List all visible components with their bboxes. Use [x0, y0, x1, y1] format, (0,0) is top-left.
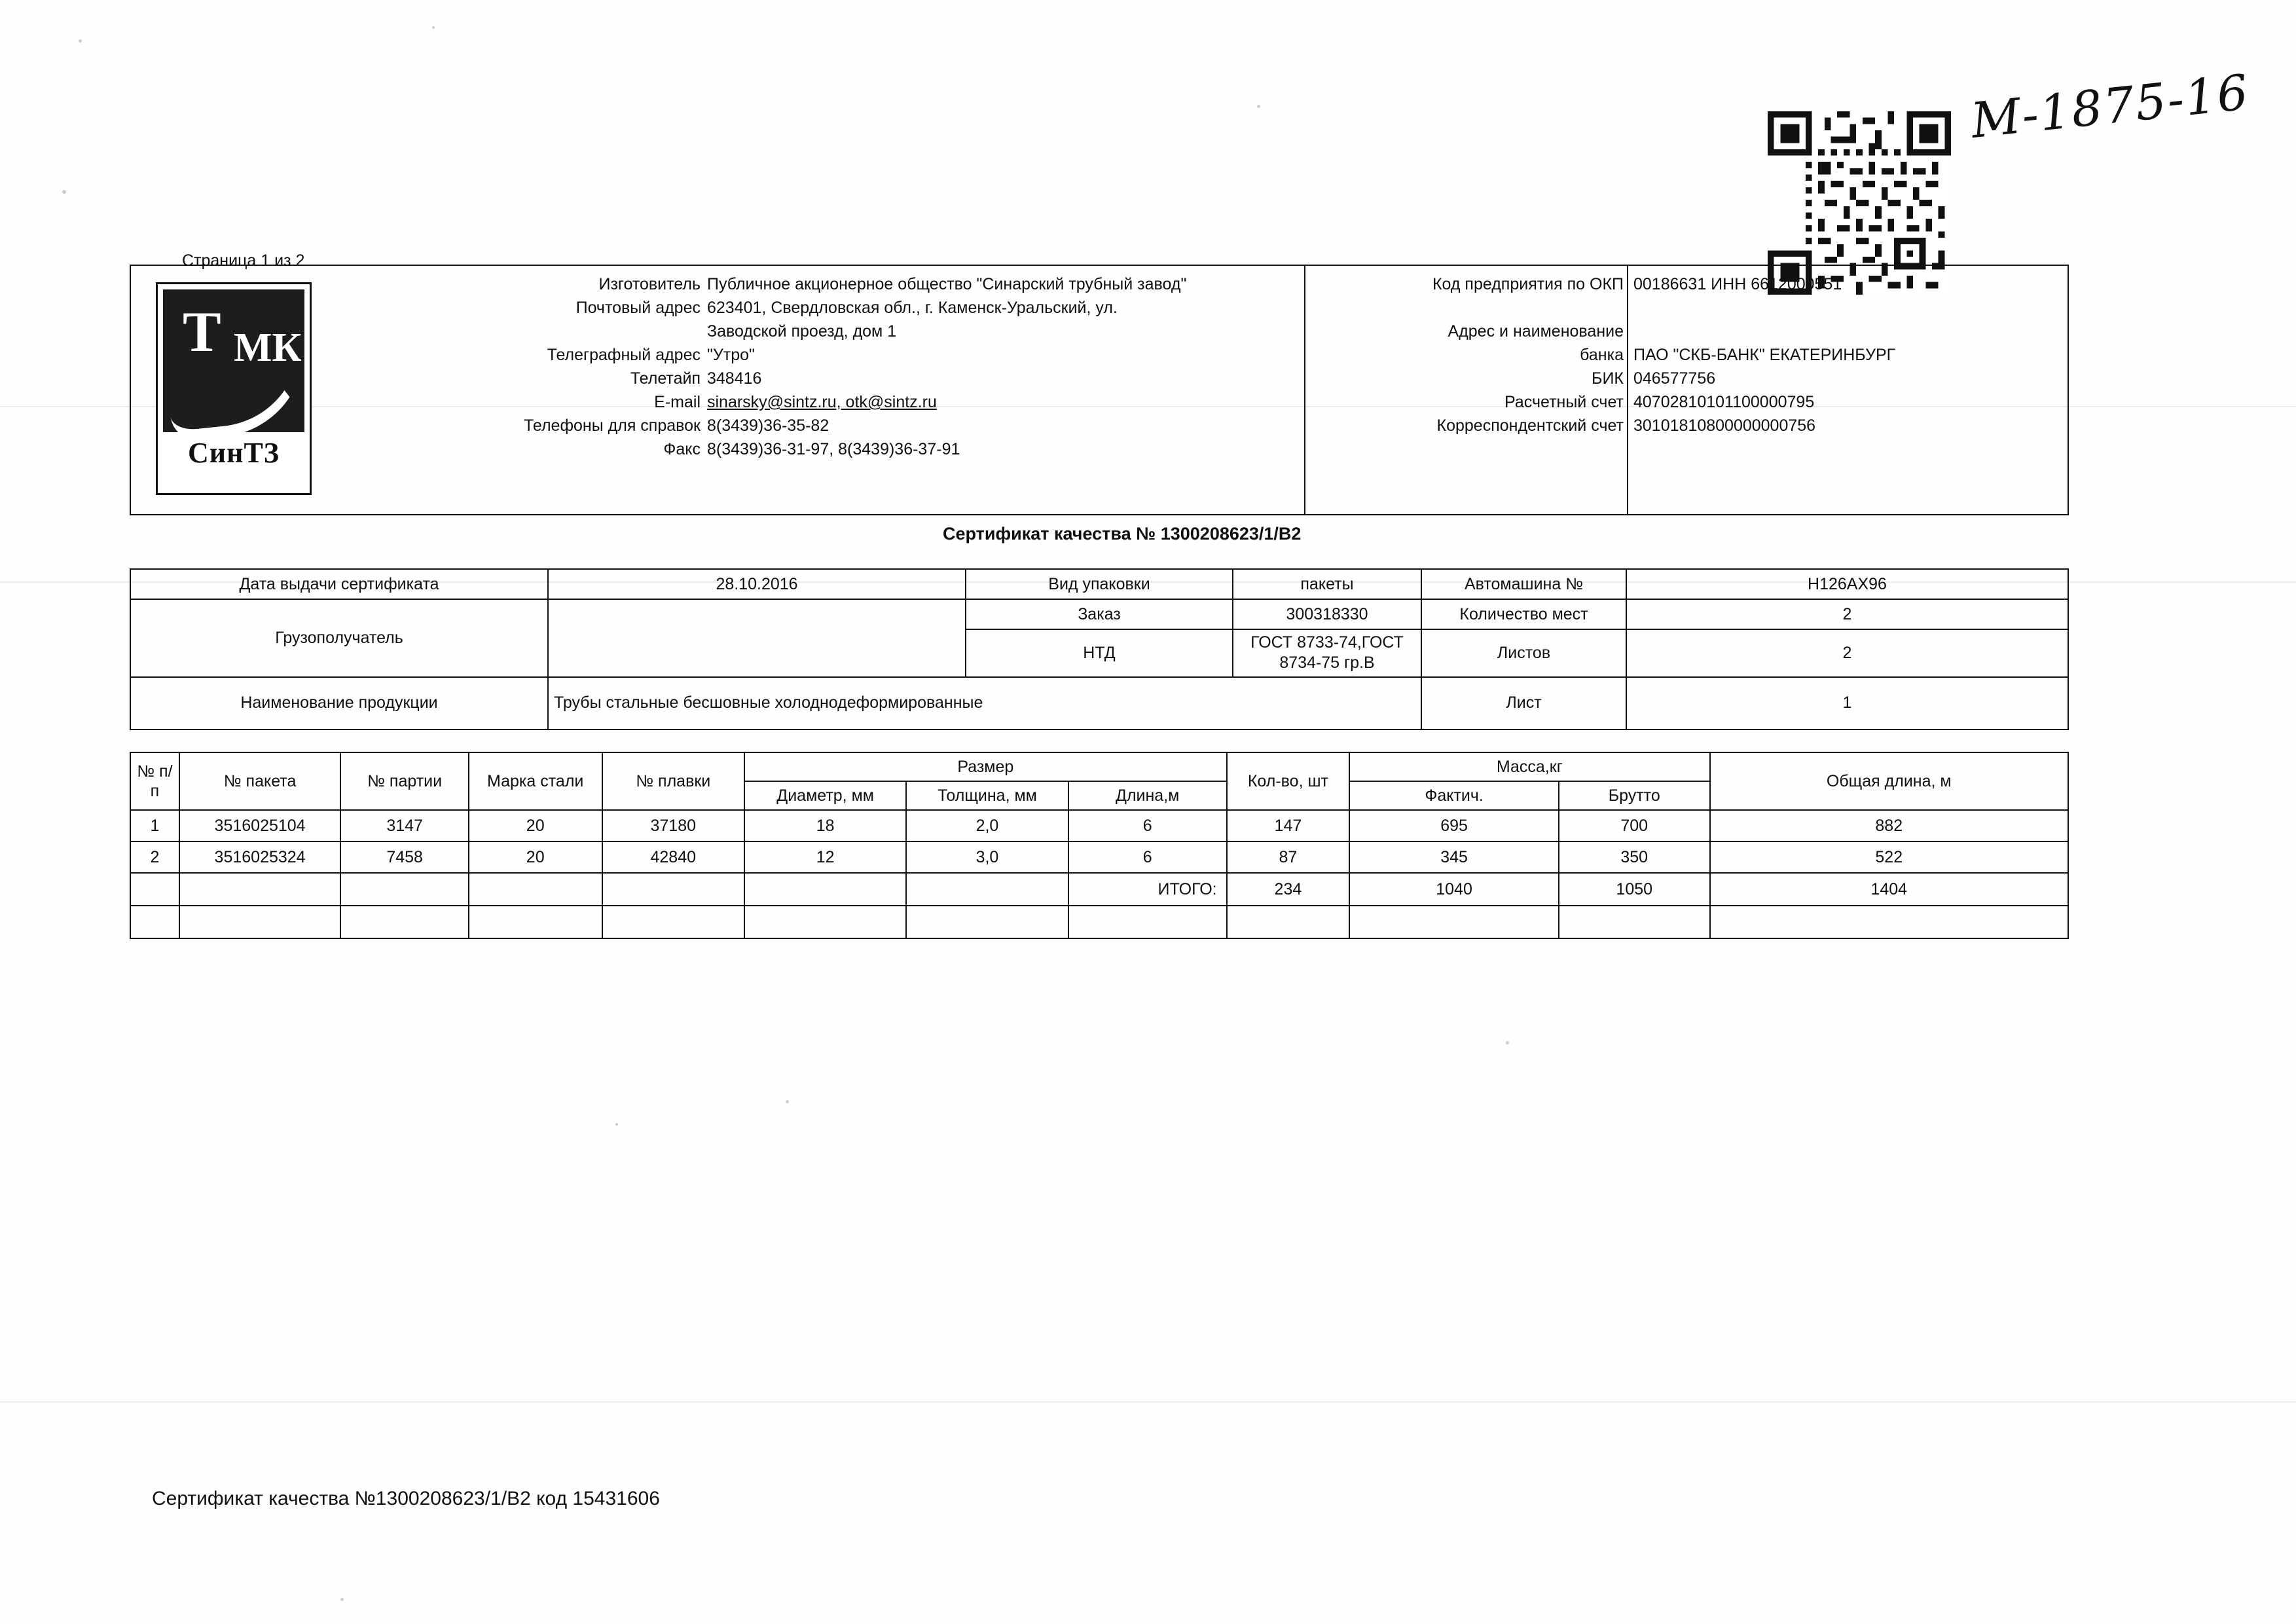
cell-length: 6	[1068, 810, 1227, 841]
phone-value: 8(3439)36-35-82	[707, 416, 829, 435]
date-value: 28.10.2016	[548, 569, 966, 599]
handwritten-note: М-1875-16	[1968, 64, 2252, 150]
cell-diameter: 18	[744, 810, 906, 841]
scan-artifact-line	[0, 1401, 2296, 1403]
total-qty: 234	[1227, 873, 1350, 906]
cell-qty: 147	[1227, 810, 1350, 841]
logo-letters-mk: МК	[234, 325, 302, 370]
cell-empty	[340, 906, 469, 938]
col-header-qty: Кол-во, шт	[1227, 752, 1350, 810]
cell-empty	[602, 873, 745, 906]
total-mass-gross: 1050	[1559, 873, 1710, 906]
table-row	[130, 906, 2068, 938]
header-label: E-mail	[654, 393, 701, 411]
consignee-label: Грузополучатель	[130, 599, 548, 677]
cell-empty	[906, 906, 1068, 938]
page-label: Страница 1 из 2	[182, 251, 305, 270]
cell-lot: 3147	[340, 810, 469, 841]
header-label: Адрес и наименование	[1448, 322, 1624, 341]
table-row	[130, 677, 2068, 729]
order-label: Заказ	[966, 599, 1233, 629]
col-header-heat: № плавки	[602, 752, 745, 810]
address-value-line2: Заводской проезд, дом 1	[707, 322, 897, 341]
header-label: Телетайп	[630, 369, 701, 388]
scan-speck	[79, 39, 82, 43]
cell-total-length: 522	[1710, 841, 2068, 873]
spacer	[1633, 296, 2196, 320]
scan-speck	[1506, 1041, 1509, 1044]
scan-speck	[1257, 105, 1260, 108]
telegraph-value: "Утро"	[707, 346, 755, 364]
tmk-logo	[156, 282, 312, 495]
cell-steel-grade: 20	[469, 841, 602, 873]
cell-empty	[906, 873, 1068, 906]
table-row	[130, 841, 2068, 873]
col-header-mass-gross: Брутто	[1559, 781, 1710, 810]
header-block	[130, 265, 2069, 515]
table-total-row	[130, 873, 2068, 906]
packaging-label: Вид упаковки	[966, 569, 1233, 599]
fax-value: 8(3439)36-31-97, 8(3439)36-37-91	[707, 440, 960, 458]
total-mass-actual: 1040	[1349, 873, 1559, 906]
scan-speck	[432, 26, 435, 29]
cell-empty	[1559, 906, 1710, 938]
cell-empty	[469, 906, 602, 938]
sheets-value: 2	[1626, 629, 2068, 677]
cell-qty: 87	[1227, 841, 1350, 873]
cell-total-length: 882	[1710, 810, 2068, 841]
vehicle-value: Н126АХ96	[1626, 569, 2068, 599]
cell-thickness: 3,0	[906, 841, 1068, 873]
sheets-label: Листов	[1421, 629, 1626, 677]
cell-empty	[340, 873, 469, 906]
cell-empty	[1710, 906, 2068, 938]
header-label	[327, 320, 701, 343]
bik-value: 046577756	[1633, 369, 1716, 388]
header-label: Телефоны для справок	[524, 416, 701, 435]
header-divider	[1304, 266, 1305, 514]
cell-num: 2	[130, 841, 179, 873]
cell-package: 3516025324	[179, 841, 341, 873]
cell-package: 3516025104	[179, 810, 341, 841]
header-label: Код предприятия по ОКП	[1432, 275, 1624, 293]
cell-empty	[130, 906, 179, 938]
header-label: Расчетный счет	[1504, 393, 1624, 411]
cell-empty	[744, 873, 906, 906]
cell-empty	[130, 873, 179, 906]
header-label: Корреспондентский счет	[1436, 416, 1624, 435]
scan-speck	[786, 1100, 789, 1103]
cell-empty	[744, 906, 906, 938]
table-header-row	[130, 752, 2068, 781]
col-header-total-length: Общая длина, м	[1710, 752, 2068, 810]
cell-empty	[1227, 906, 1350, 938]
sheet-label: Лист	[1421, 677, 1626, 729]
cell-mass-gross: 700	[1559, 810, 1710, 841]
ntd-value: ГОСТ 8733-74,ГОСТ 8734-75 гр.В	[1233, 629, 1421, 677]
table-row	[130, 599, 2068, 629]
header-label	[1309, 296, 1624, 320]
vehicle-label: Автомашина №	[1421, 569, 1626, 599]
scan-speck	[615, 1123, 618, 1126]
sheet-value: 1	[1626, 677, 2068, 729]
header-label: банка	[1580, 346, 1624, 364]
product-value: Трубы стальные бесшовные холоднодеформированные	[548, 677, 1421, 729]
header-label: Телеграфный адрес	[547, 346, 701, 364]
col-header-num: № п/п	[130, 752, 179, 810]
places-label: Количество мест	[1421, 599, 1626, 629]
col-header-mass: Масса,кг	[1349, 752, 1709, 781]
cell-empty	[179, 906, 341, 938]
info-table	[130, 568, 2069, 730]
total-label: ИТОГО:	[1068, 873, 1227, 906]
order-value: 300318330	[1233, 599, 1421, 629]
cell-length: 6	[1068, 841, 1227, 873]
cell-steel-grade: 20	[469, 810, 602, 841]
cell-heat: 37180	[602, 810, 745, 841]
cell-empty	[179, 873, 341, 906]
product-label: Наименование продукции	[130, 677, 548, 729]
header-right-labels	[1309, 272, 1624, 437]
logo-company-name: СинТЗ	[187, 437, 280, 469]
header-label: Факс	[663, 440, 701, 458]
manufacturer-value: Публичное акционерное общество "Синарский трубный завод"	[707, 275, 1187, 293]
consignee-value	[548, 599, 966, 677]
table-row	[130, 569, 2068, 599]
cell-empty	[469, 873, 602, 906]
cell-heat: 42840	[602, 841, 745, 873]
header-divider	[1627, 266, 1628, 514]
col-header-size: Размер	[744, 752, 1227, 781]
cell-mass-gross: 350	[1559, 841, 1710, 873]
cell-diameter: 12	[744, 841, 906, 873]
logo-letter-t: Т	[183, 301, 221, 364]
okp-code-value: 00186631 ИНН 6612000551	[1633, 275, 1842, 293]
ntd-label: НТД	[966, 629, 1233, 677]
email-value[interactable]: sinarsky@sintz.ru, otk@sintz.ru	[707, 393, 937, 411]
bank-name-value: ПАО "СКБ-БАНК" ЕКАТЕРИНБУРГ	[1633, 346, 1896, 364]
places-value: 2	[1626, 599, 2068, 629]
header-label: БИК	[1592, 369, 1624, 388]
cell-thickness: 2,0	[906, 810, 1068, 841]
date-label: Дата выдачи сертификата	[130, 569, 548, 599]
header-label: Изготовитель	[598, 275, 701, 293]
cell-num: 1	[130, 810, 179, 841]
logo-mark-icon	[163, 289, 304, 432]
certificate-title: Сертификат качества № 1300208623/1/В2	[943, 524, 1302, 544]
col-header-length: Длина,м	[1068, 781, 1227, 810]
settlement-account-value: 40702810101100000795	[1633, 393, 1815, 411]
scan-speck	[340, 1598, 344, 1601]
packaging-value: пакеты	[1233, 569, 1421, 599]
spacer	[1633, 320, 2196, 343]
scan-speck	[62, 190, 66, 194]
header-left-values	[707, 272, 1290, 461]
cell-empty	[1068, 906, 1227, 938]
col-header-diameter: Диаметр, мм	[744, 781, 906, 810]
cell-lot: 7458	[340, 841, 469, 873]
cell-mass-actual: 345	[1349, 841, 1559, 873]
cell-mass-actual: 695	[1349, 810, 1559, 841]
teletype-value: 348416	[707, 369, 762, 388]
correspondent-account-value: 30101810800000000756	[1633, 416, 1816, 435]
footer-certificate-code: Сертификат качества №1300208623/1/В2 код 15431606	[152, 1488, 660, 1509]
col-header-thickness: Толщина, мм	[906, 781, 1068, 810]
header-label: Почтовый адрес	[575, 299, 701, 317]
products-table	[130, 752, 2069, 939]
address-value-line1: 623401, Свердловская обл., г. Каменск-Уральский, ул.	[707, 299, 1118, 317]
header-right-values	[1633, 272, 2196, 437]
header-left-labels	[327, 272, 701, 461]
col-header-steel-grade: Марка стали	[469, 752, 602, 810]
table-row	[130, 810, 2068, 841]
col-header-package: № пакета	[179, 752, 341, 810]
col-header-lot: № партии	[340, 752, 469, 810]
cell-empty	[1349, 906, 1559, 938]
cell-empty	[602, 906, 745, 938]
col-header-mass-actual: Фактич.	[1349, 781, 1559, 810]
total-length: 1404	[1710, 873, 2068, 906]
